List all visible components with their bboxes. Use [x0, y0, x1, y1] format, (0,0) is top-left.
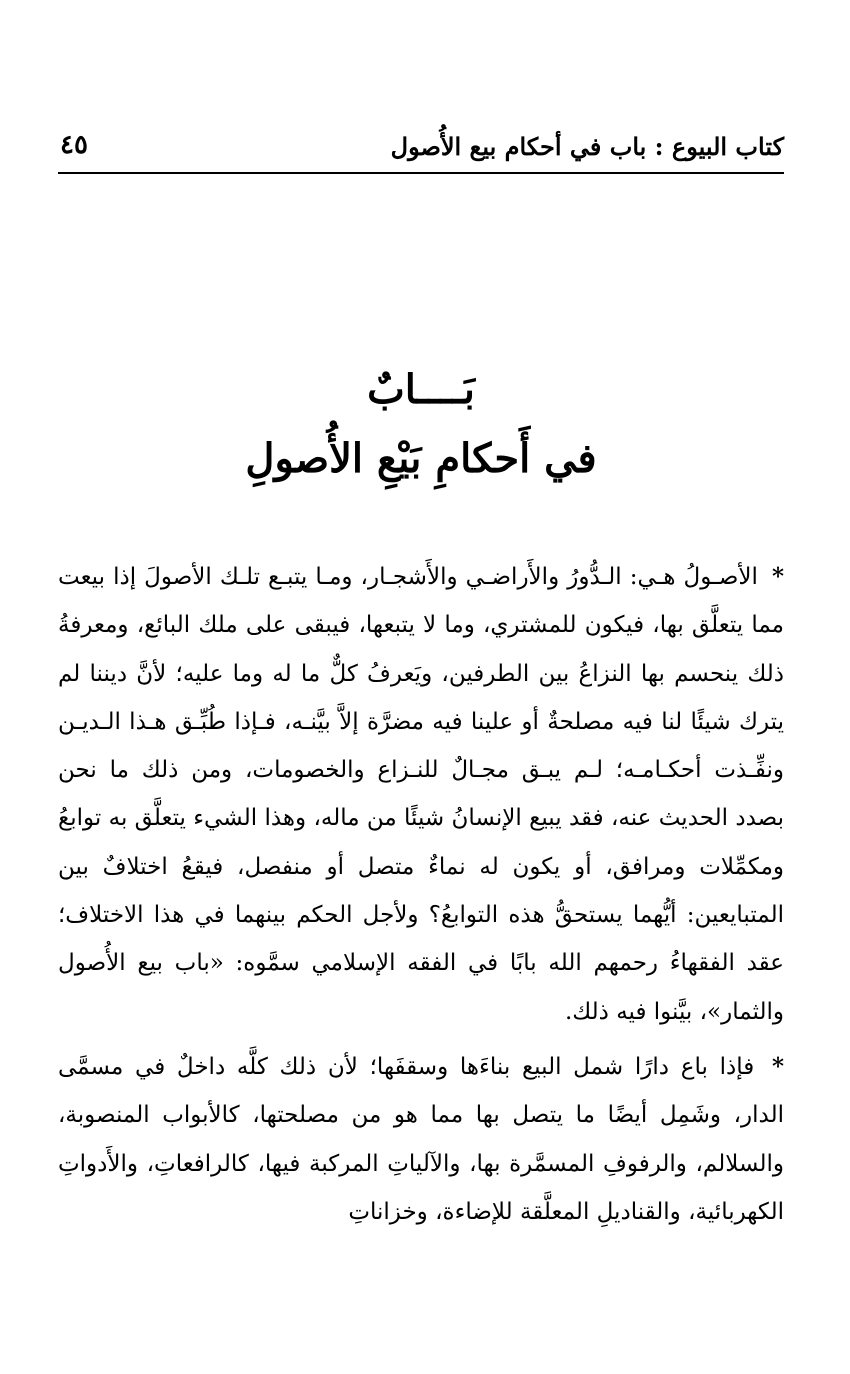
paragraph: [58, 1043, 784, 1236]
chapter-heading: [58, 360, 784, 494]
paragraph-marker: *: [771, 563, 785, 590]
page-number: ٤٥: [60, 130, 88, 160]
body-text: [58, 553, 784, 1243]
chapter-label: بَــــابٌ: [367, 366, 475, 413]
running-title: كتاب البيوع : باب في أحكام بيع الأُصول: [390, 132, 784, 161]
paragraph-text: فإذا باع دارًا شمل البيع بناءَها وسقفَها؛ لأن ذلك كلَّه داخلٌ في مسمَّى الدار، وشَمِل أيضًا ما يتصل بها مما هو من مصلحتها، كالأبواب المنصوبة، والسلالم، والرفوفِ المسمَّرة بها، والآلياتِ المركبة فيها، كالرافعاتِ، والأَدواتِ الكهربائية، والقناديلِ المعلَّقة للإضاءة، وخزاناتِ: [58, 1053, 784, 1225]
paragraph-marker: *: [771, 1052, 785, 1080]
running-header: [58, 128, 784, 174]
paragraph: [58, 553, 784, 1036]
paragraph-text: الأصـولُ هـي: الـدُّورُ والأَراضـي والأَشجـار، ومـا يتبـع تلـك الأصولَ إذا بيعت مما يتعلَّق بها، فيكون للمشتري، وما لا يتبعها، فيبقى على ملك البائع، ومعرفةُ ذلك ينحسم بها النزاعُ بين الطرفين، ويَعرفُ كلٌّ ما له وما عليه؛ لأنَّ ديننا لم يترك شيئًا لنا فيه مصلحةٌ أو علينا فيه مضرَّة إلاَّ بيَّنـه، فـإذا طُبِّـق هـذا الـديـن ونفِّـذت أحكـامـه؛ لـم يبـق مجـالٌ للنـزاع والخصومات، ومن ذلك ما نحن بصدد الحديث عنه، فقد يبيع الإنسانُ شيئًا من ماله، وهذا الشيء يتعلَّق به توابعُ ومكمِّلات ومرافق، أو يكون له نماءٌ متصل أو منفصل، فيقعُ اختلافٌ بين المتبايعين: أيُّهما يستحقُّ هذه التوابعُ؟ ولأجل الحكم بينهما في هذا الاختلاف؛ عقد الفقهاءُ رحمهم الله بابًا في الفقه الإسلامي سمَّوه: «باب بيع الأُصول والثمار»، بيَّنوا فيه ذلك.: [58, 564, 785, 1025]
chapter-title: في أَحكامِ بَيْعِ الأُصولِ: [245, 435, 597, 482]
